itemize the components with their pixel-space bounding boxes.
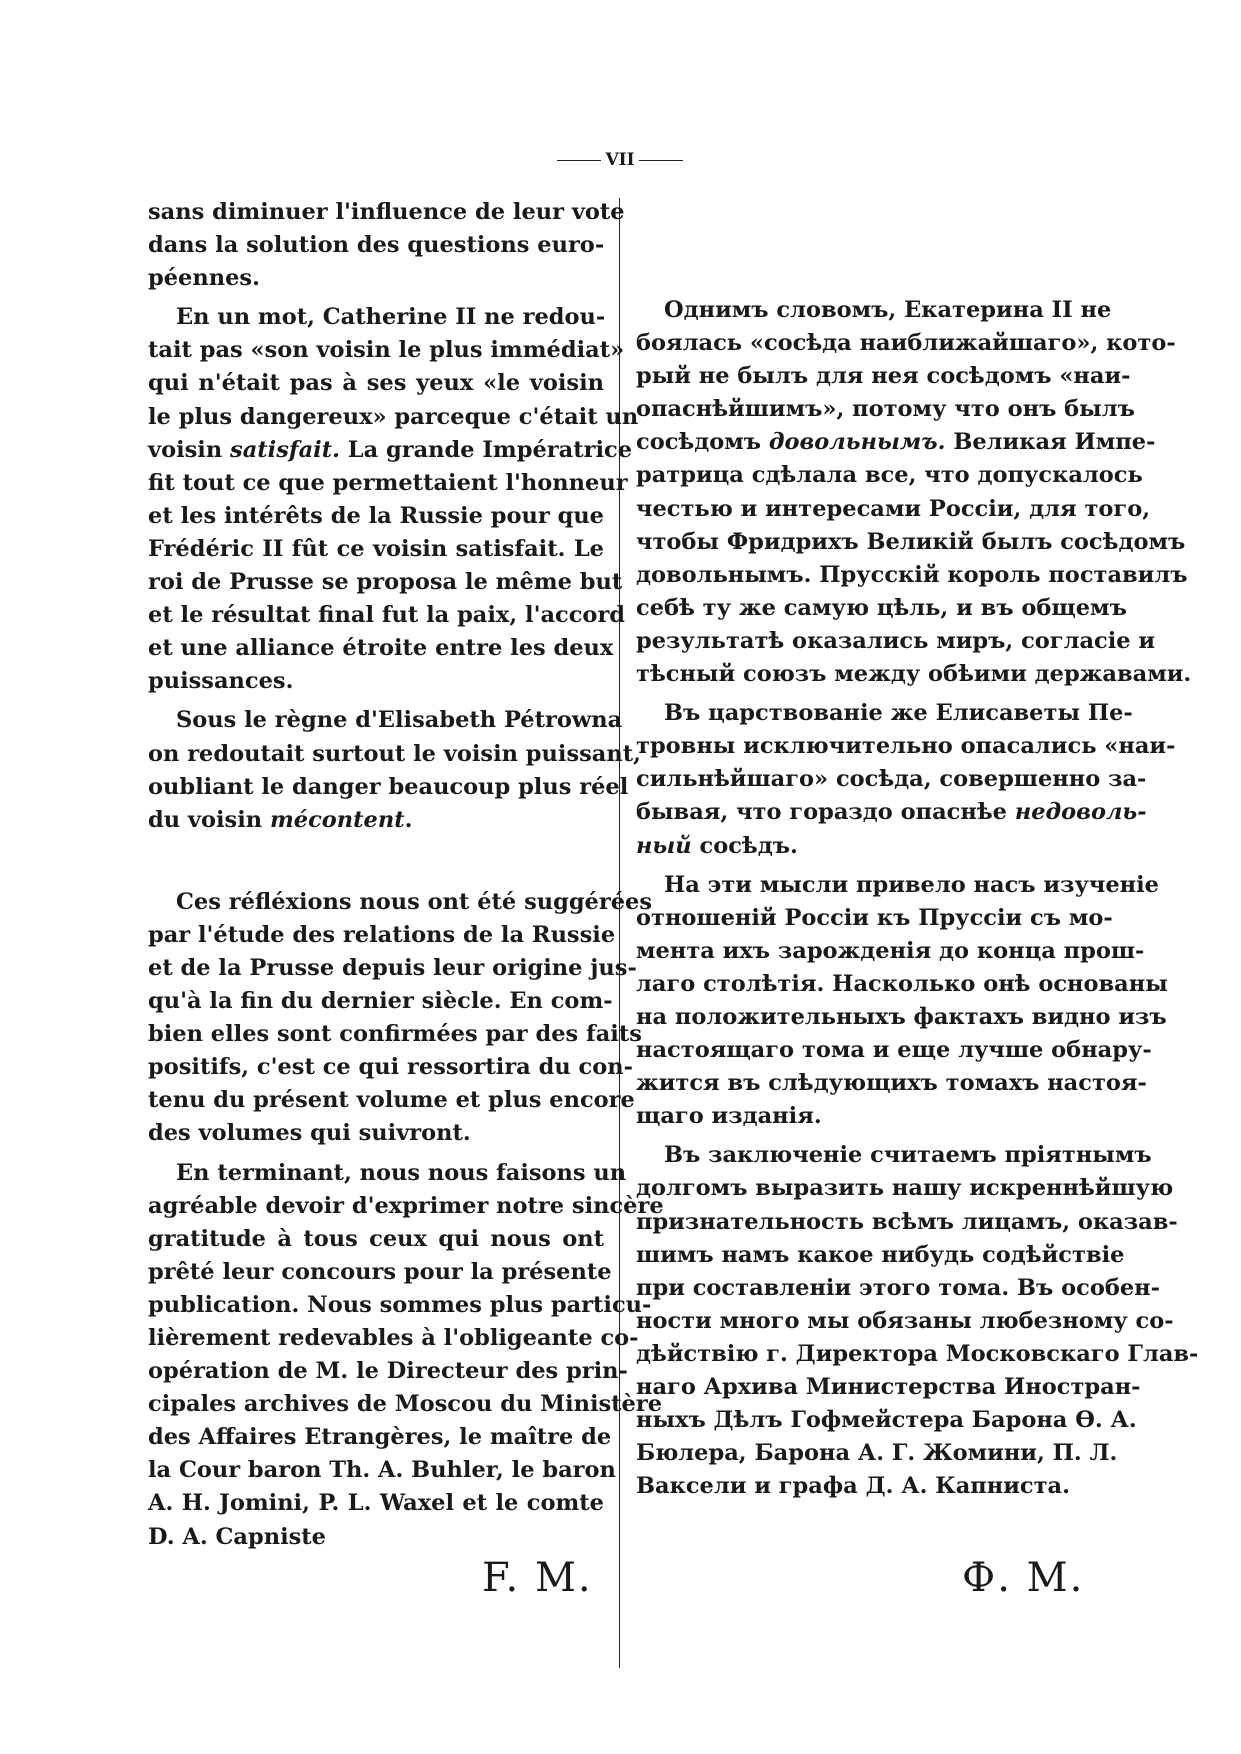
text-line: et le résultat final fut la paix, l'accord: [148, 602, 626, 629]
text-line: на положительныхъ фактахъ видно изъ: [636, 1003, 1167, 1030]
text-line: боялась «сосѣда наиближайшаго», кото-: [636, 330, 1176, 357]
text-segment: сосѣдъ.: [691, 832, 798, 859]
text-line: [636, 796, 1147, 829]
text-line: En terminant, nous nous faisons un: [176, 1159, 627, 1186]
signature-russian: Ф. М.: [962, 1555, 1085, 1601]
text-line: Въ царствованіе же Елисаветы Пе-: [664, 700, 1133, 727]
italic-text: недоволь-: [1014, 799, 1147, 826]
text-line: publication. Nous sommes plus particu-: [148, 1291, 652, 1318]
text-line: tait pas «son voisin le plus immédiat»: [148, 337, 625, 364]
paragraph: [148, 704, 641, 836]
text-line: A. H. Jomini, P. L. Waxel et le comte: [148, 1490, 604, 1517]
text-line: Бюлера, Барона А. Г. Жомини, П. Л.: [636, 1440, 1118, 1467]
text-line: D. A. Capniste: [148, 1523, 327, 1550]
text-line: le plus dangereux» parceque c'était un: [148, 403, 639, 430]
text-line: sans diminuer l'influence de leur vote: [148, 199, 625, 225]
page-number-text: VII: [605, 150, 635, 170]
text-segment: voisin: [148, 436, 231, 463]
italic-text: mécontent: [269, 806, 405, 833]
text-line: [636, 426, 1156, 459]
text-line: результатѣ оказались миръ, согласіе и: [636, 627, 1156, 654]
text-segment: La grande Impératrice: [339, 436, 633, 463]
paragraph: [148, 886, 653, 1151]
text-line: roi de Prusse se proposa le même but: [148, 569, 623, 596]
page-number-rule-right: [639, 160, 683, 161]
text-line: Ces réfléxions nous ont été suggérées: [176, 888, 653, 915]
text-line: positifs, c'est ce qui ressortira du con-: [148, 1054, 633, 1081]
text-line: шимъ намъ какое нибудь содѣйствіе: [636, 1241, 1125, 1268]
text-line: [148, 434, 633, 467]
paragraph: [148, 1157, 664, 1554]
text-line: dans la solution des questions euro-: [148, 232, 605, 259]
text-line: [148, 804, 604, 837]
paragraph: [636, 697, 1176, 862]
text-line: жится въ слѣдующихъ томахъ настоя-: [636, 1070, 1147, 1097]
text-line: péennes.: [148, 265, 260, 292]
russian-column: [636, 294, 1199, 1503]
text-segment: сосѣдомъ: [636, 429, 769, 456]
text-line: qu'à la fin du dernier siècle. En com-: [148, 988, 613, 1015]
text-line: тровны исключительно опасались «наи-: [636, 733, 1176, 760]
text-line: Въ заключеніе считаемъ пріятнымъ: [664, 1142, 1152, 1169]
text-line: et les intérêts de la Russie pour que: [148, 502, 604, 529]
text-line: тѣсный союзъ между обѣими державами.: [636, 661, 1192, 688]
text-line: agréable devoir d'exprimer notre sincère: [148, 1192, 664, 1219]
text-line: при составленіи этого тома. Въ особен-: [636, 1274, 1160, 1301]
text-segment: Великая Импе-: [945, 429, 1156, 456]
text-line: lièrement redevables à l'obligeante co-: [148, 1325, 639, 1351]
text-line: честью и интересами Россіи, для того,: [636, 495, 1151, 522]
text-line: bien elles sont confirmées par des faits: [148, 1021, 642, 1048]
paragraph: [636, 869, 1168, 1134]
text-line: gratitude à tous ceux qui nous ont: [148, 1225, 604, 1252]
text-line: prêté leur concours pour la présente: [148, 1258, 612, 1285]
page-number: [545, 150, 695, 170]
text-segment: .: [404, 806, 413, 833]
text-line: лаго столѣтія. Насколько онѣ основаны: [636, 970, 1168, 997]
text-segment: бывая, что гораздо опаснѣе: [636, 799, 1015, 826]
text-line: себѣ ту же самую цѣль, и въ общемъ: [636, 594, 1127, 621]
text-line: мента ихъ зарожденія до конца прош-: [636, 937, 1145, 964]
text-line: щаго изданія.: [636, 1103, 822, 1130]
text-line: чтобы Фридрихъ Великій былъ сосѣдомъ: [636, 528, 1186, 555]
text-line: отношеній Россіи къ Пруссіи съ мо-: [636, 904, 1113, 931]
paragraph: [636, 1139, 1199, 1503]
page-number-rule-left: [557, 160, 601, 161]
text-line: des volumes qui suivront.: [148, 1120, 471, 1147]
text-line: puissances.: [148, 668, 294, 695]
text-line: par l'étude des relations de la Russie: [148, 921, 616, 948]
text-line: En un mot, Catherine II ne redou-: [176, 304, 606, 331]
text-line: Frédéric II fût ce voisin satisfait. Le: [148, 535, 604, 562]
paragraph: [148, 301, 639, 698]
text-line: qui n'était pas à ses yeux «le voisin: [148, 370, 604, 397]
text-line: опаснѣйшимъ», потому что онъ былъ: [636, 396, 1135, 423]
text-line: настоящаго тома и еще лучше обнару-: [636, 1037, 1152, 1064]
text-line: on redoutait surtout le voisin puissant,: [148, 740, 641, 767]
paragraph: [148, 196, 625, 295]
italic-text: ный: [636, 832, 692, 859]
text-line: la Cour baron Th. A. Buhler, le baron: [148, 1457, 616, 1484]
text-line: долгомъ выразить нашу искреннѣйшую: [636, 1175, 1174, 1202]
text-line: ратрица сдѣлала все, что допускалось: [636, 462, 1143, 489]
text-line: et une alliance étroite entre les deux: [148, 635, 614, 662]
text-line: oubliant le danger beaucoup plus réel: [148, 773, 629, 800]
text-line: opération de M. le Directeur des prin-: [148, 1358, 628, 1385]
text-line: дѣйствію г. Директора Московскаго Глав-: [636, 1340, 1199, 1367]
text-line: et de la Prusse depuis leur origine jus-: [148, 954, 637, 981]
text-line: Sous le règne d'Elisabeth Pétrowna: [176, 707, 623, 734]
italic-text: satisfait.: [230, 436, 340, 463]
signature-french: F. M.: [482, 1555, 593, 1601]
text-line: ности много мы обязаны любезному со-: [636, 1307, 1174, 1334]
text-line: fit tout ce que permettaient l'honneur: [148, 469, 628, 496]
text-line: ныхъ Дѣлъ Гофмейстера Барона Ѳ. А.: [636, 1407, 1137, 1434]
text-line: признательность всѣмъ лицамъ, оказав-: [636, 1208, 1178, 1235]
text-line: [636, 830, 1092, 863]
text-line: Ваксели и графа Д. А. Капниста.: [636, 1473, 1070, 1500]
text-segment: du voisin: [148, 806, 270, 833]
paragraph: [636, 294, 1192, 691]
text-line: сильнѣйшаго» сосѣда, совершенно за-: [636, 766, 1147, 793]
text-line: довольнымъ. Прусскій король поставилъ: [636, 561, 1188, 588]
text-line: рый не былъ для нея сосѣдомъ «наи-: [636, 363, 1131, 390]
text-line: наго Архива Министерства Иностран-: [636, 1374, 1141, 1400]
italic-text: довольнымъ.: [768, 429, 946, 456]
text-line: На эти мысли привело насъ изученіе: [664, 871, 1159, 898]
text-line: cipales archives de Moscou du Ministère: [148, 1391, 663, 1418]
text-line: tenu du présent volume et plus encore: [148, 1087, 635, 1114]
text-line: Однимъ словомъ, Екатерина II не: [664, 297, 1112, 323]
text-line: des Affaires Etrangères, le maître de: [148, 1424, 612, 1451]
